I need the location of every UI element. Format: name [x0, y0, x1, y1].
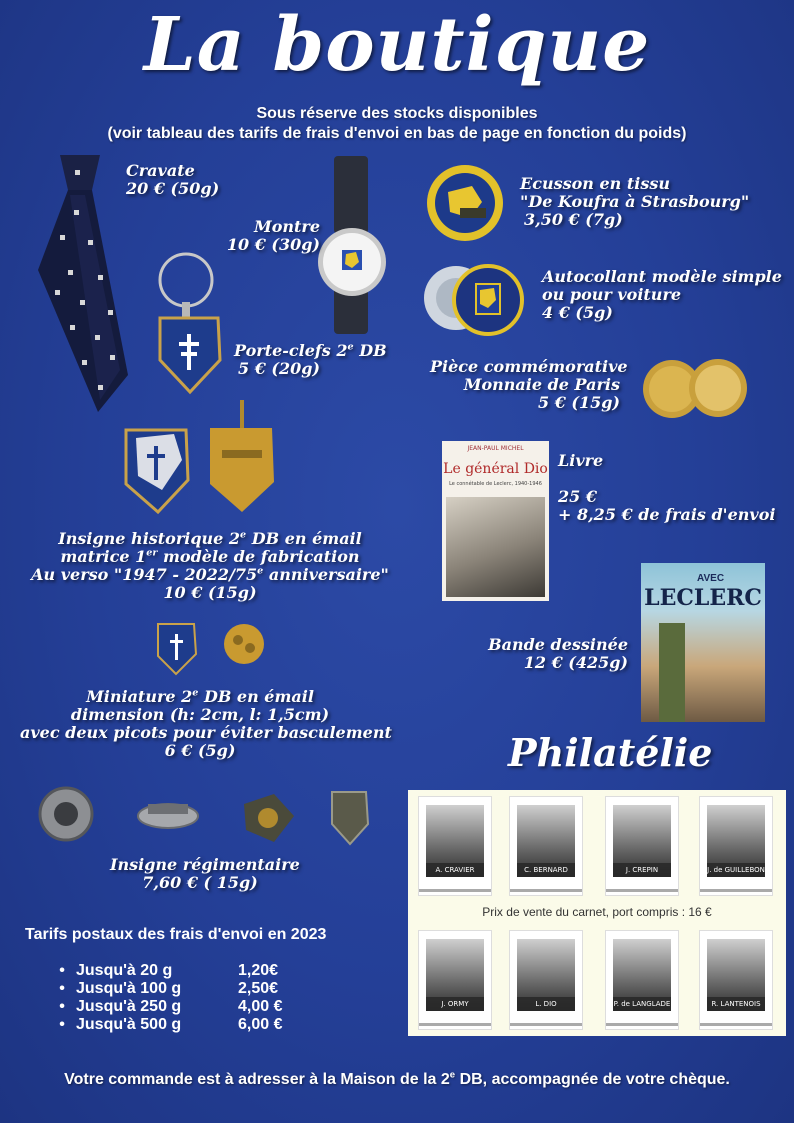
watch-image — [316, 156, 388, 334]
shipping-list — [48, 962, 282, 1034]
regimental-insignia-image — [36, 784, 386, 848]
miniature-label — [20, 687, 392, 760]
stamp: P. de LANGLADE — [605, 930, 679, 1030]
insigne-historique-line-3: Au verso "1947 - 2022/75e anniversaire" — [31, 565, 389, 584]
bd-figure — [659, 623, 685, 722]
insigne-regimentaire-price: 7,60 € ( 15g) — [142, 873, 258, 892]
ecusson-image — [426, 164, 504, 242]
piece-line-2: Monnaie de Paris — [463, 375, 620, 394]
livre-name: Livre — [558, 451, 604, 470]
shipping-row: • Jusqu'à 20 g 1,20€ — [59, 962, 279, 979]
subtitle-line-2: (voir tableau des tarifs de frais d'envoi en bas de page en fonction du poids) — [107, 125, 687, 142]
livre-shipping: + 8,25 € de frais d'envoi — [558, 505, 776, 524]
ecusson-label — [520, 175, 749, 229]
shipping-row: • Jusqu'à 100 g 2,50€ — [59, 980, 279, 997]
montre-label — [222, 218, 320, 254]
bd-title: LECLERC — [644, 585, 762, 611]
historic-insignia-image — [122, 400, 282, 516]
autocollant-label — [542, 268, 782, 322]
stamp: A. CRAVIER — [418, 796, 492, 896]
book-subtitle: Le connétable de Leclerc, 1940-1946 — [449, 481, 542, 487]
montre-name: Montre — [253, 217, 320, 236]
footer-text: Votre commande est à adresser à la Maison de la 2e DB, accompagnée de votre chèque. — [64, 1069, 730, 1088]
ecusson-line-1: Ecusson en tissu — [520, 174, 670, 193]
porte-clefs-label — [234, 342, 387, 378]
insigne-historique-price: 10 € (15g) — [163, 583, 257, 602]
cravate-label — [126, 162, 219, 198]
bd-cover — [641, 563, 765, 722]
autocollant-line-2: ou pour voiture — [542, 285, 682, 304]
philatelie-title: Philatélie — [508, 730, 713, 775]
bd-title-top: AVEC — [697, 573, 725, 584]
book-cover — [442, 441, 549, 601]
subtitle — [0, 104, 794, 144]
book-photo — [446, 497, 545, 597]
miniature-image — [154, 618, 270, 676]
insigne-historique-line-2: matrice 1er modèle de fabrication — [60, 547, 360, 566]
shipping-row: • Jusqu'à 500 g 6,00 € — [59, 1016, 283, 1033]
miniature-price: 6 € (5g) — [164, 741, 236, 760]
livre-price-block — [558, 488, 775, 524]
bd-label — [470, 636, 628, 672]
subtitle-line-1: Sous réserve des stocks disponibles — [256, 105, 538, 122]
stamp-sheet — [408, 790, 786, 1036]
stamp: C. BERNARD — [509, 796, 583, 896]
piece-price: 5 € (15g) — [538, 393, 620, 412]
coin-image — [642, 356, 750, 422]
insigne-historique-label — [30, 530, 390, 602]
stamp: J. CREPIN — [605, 796, 679, 896]
shipping-row: • Jusqu'à 250 g 4,00 € — [59, 998, 283, 1015]
miniature-line-2: dimension (h: 2cm, l: 1,5cm) — [70, 705, 330, 724]
page-title: La boutique — [143, 2, 651, 88]
stamp: L. DIO — [509, 930, 583, 1030]
porte-clefs-name: Porte-clefs 2e DB — [234, 341, 387, 360]
book-title: Le général Dio — [443, 461, 548, 477]
ecusson-price: 3,50 € (7g) — [524, 210, 623, 229]
shipping-title: Tarifs postaux des frais d'envoi en 2023 — [25, 926, 327, 943]
piece-label — [430, 357, 628, 412]
piece-line-1: Pièce commémorative — [430, 357, 628, 376]
autocollant-price: 4 € (5g) — [542, 303, 613, 322]
sheet-price-text: Prix de vente du carnet, port compris : 16 € — [482, 905, 712, 919]
autocollant-line-1: Autocollant modèle simple — [542, 267, 782, 286]
cravate-name: Cravate — [126, 161, 195, 180]
stamp: R. LANTENOIS — [699, 930, 773, 1030]
miniature-line-3: avec deux picots pour éviter basculement — [20, 723, 392, 742]
stamp: J. de GUILLEBON — [699, 796, 773, 896]
montre-price: 10 € (30g) — [226, 235, 320, 254]
livre-price: 25 € — [558, 487, 597, 506]
miniature-line-1: Miniature 2e DB en émail — [86, 687, 314, 706]
ecusson-line-2: "De Koufra à Strasbourg" — [520, 192, 750, 211]
insigne-regimentaire-name: Insigne régimentaire — [110, 855, 300, 874]
cravate-price: 20 € (50g) — [126, 179, 220, 198]
autocollant-image — [422, 262, 524, 338]
insigne-regimentaire-label — [110, 855, 300, 892]
bd-price: 12 € (425g) — [523, 653, 628, 672]
keychain-image — [150, 250, 230, 395]
insigne-historique-line-1: Insigne historique 2e DB en émail — [58, 529, 362, 548]
stamp: J. ORMY — [418, 930, 492, 1030]
tie-image — [30, 150, 140, 415]
book-author: JEAN-PAUL MICHEL — [467, 445, 524, 452]
bd-name: Bande dessinée — [488, 635, 628, 654]
porte-clefs-price: 5 € (20g) — [238, 359, 320, 378]
